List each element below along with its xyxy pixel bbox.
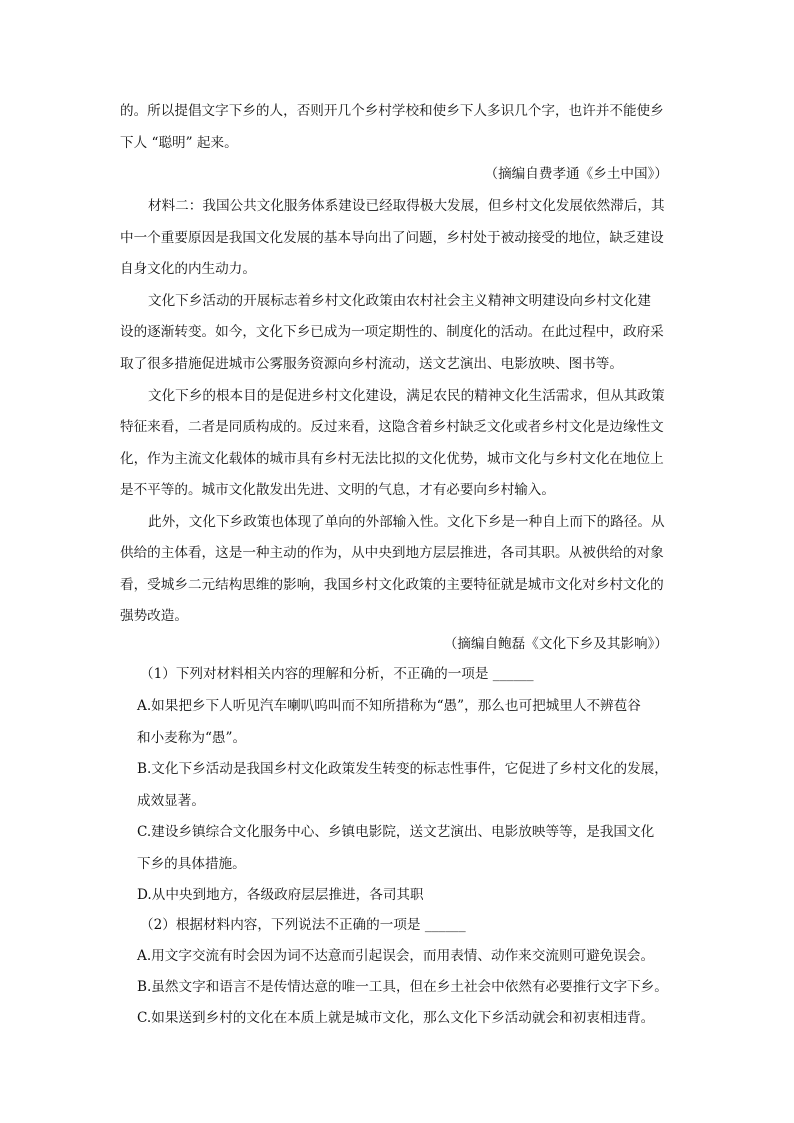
material2-p3-line-1: 文化下乡的根本目的是促进乡村文化建设，满足农民的精神文化生活需求，但从其政策 — [148, 388, 665, 404]
question1-option-c-line-2: 下乡的具体措施。 — [137, 856, 246, 872]
material2-p4-line-3: 看，受城乡二元结构思维的影响，我国乡村文化政策的主要特征就是城市文化对乡村文化的 — [120, 577, 664, 593]
material2-p2-line-3: 取了很多措施促进城市公雾服务资源向乡村流动，送文艺演出、电影放映、图书等。 — [120, 356, 623, 372]
question1-option-b-line-2: 成效显著。 — [137, 793, 205, 809]
question1-option-b-line-1: B.文化下乡活动是我国乡村文化政策发生转变的标志性事件，它促进了乡村文化的发展， — [137, 761, 668, 777]
material2-p3-line-2: 特征来看，二者是同质构成的。反过来看，这隐含着乡村缺乏文化或者乡村文化是边缘性文 — [120, 419, 664, 435]
material2-p1-line-1: 材料二：我国公共文化服务体系建设已经取得极大发展，但乡村文化发展依然滞后，其 — [148, 198, 665, 214]
material2-p2-line-2: 设的逐渐转变。如今，文化下乡已成为一项定期性的、制度化的活动。在此过程中，政府采 — [120, 324, 664, 340]
material1-line-2: 下人 “聪明” 起来。 — [120, 135, 238, 151]
question2-option-b: B.虽然文字和语言不是传情达意的唯一工具，但在乡土社会中依然有必要推行文字下乡。 — [137, 979, 668, 995]
material2-p1-line-3: 自身文化的内生动力。 — [120, 261, 256, 277]
question1-option-a-line-1: A.如果把乡下人听见汽车喇叭呜叫而不知所措称为“愚”，那么也可把城里人不辨苞谷 — [137, 698, 641, 714]
question2-stem: （2）根据材料内容，下列说法不正确的一项是 ______ — [140, 917, 466, 933]
question2-option-a: A.用文字交流有时会因为词不达意而引起误会，而用表情、动作来交流则可避免误会。 — [137, 948, 655, 964]
question1-stem: （1）下列对材料相关内容的理解和分析，不正确的一项是 ______ — [140, 666, 534, 682]
material1-source: （摘编自费孝通《乡土中国》） — [484, 166, 668, 182]
material2-p1-line-2: 中一个重要原因是我国文化发展的基本导向出了问题，乡村处于被动接受的地位，缺乏建设 — [120, 230, 664, 246]
question2-option-c: C.如果送到乡村的文化在本质上就是城市文化，那么文化下乡活动就会和初衷相违背。 — [137, 1010, 655, 1026]
material2-p4-line-2: 供给的主体看，这是一种主动的作为，从中央到地方层层推进，各司其职。从被供给的对象 — [120, 545, 664, 561]
material2-p3-line-4: 是不平等的。城市文化散发出先进、文明的气息，才有必要向乡村输入。 — [120, 482, 555, 498]
question1-option-c-line-1: C.建设乡镇综合文化服务中心、乡镇电影院，送文艺演出、电影放映等等，是我国文化 — [137, 824, 655, 840]
material2-p4-line-4: 强势改造。 — [120, 608, 188, 624]
material1-line-1: 的。所以提倡文字下乡的人，否则开几个乡村学校和使乡下人多识几个字，也许并不能使乡 — [120, 103, 664, 119]
material2-source: （摘编自鲍磊《文化下乡及其影响》） — [443, 636, 668, 652]
question1-option-d: D.从中央到地方，各级政府层层推进，各司其职 — [137, 887, 424, 903]
material2-p3-line-3: 化，作为主流文化载体的城市具有乡村无法比拟的文化优势，城市文化与乡村文化在地位上 — [120, 451, 664, 467]
material2-p2-line-1: 文化下乡活动的开展标志着乡村文化政策由农村社会主义精神文明建设向乡村文化建 — [148, 293, 651, 309]
material2-p4-line-1: 此外，文化下乡政策也体现了单向的外部输入性。文化下乡是一种自上而下的路径。从 — [148, 514, 665, 530]
question1-option-a-line-2: 和小麦称为“愚”。 — [137, 730, 247, 746]
